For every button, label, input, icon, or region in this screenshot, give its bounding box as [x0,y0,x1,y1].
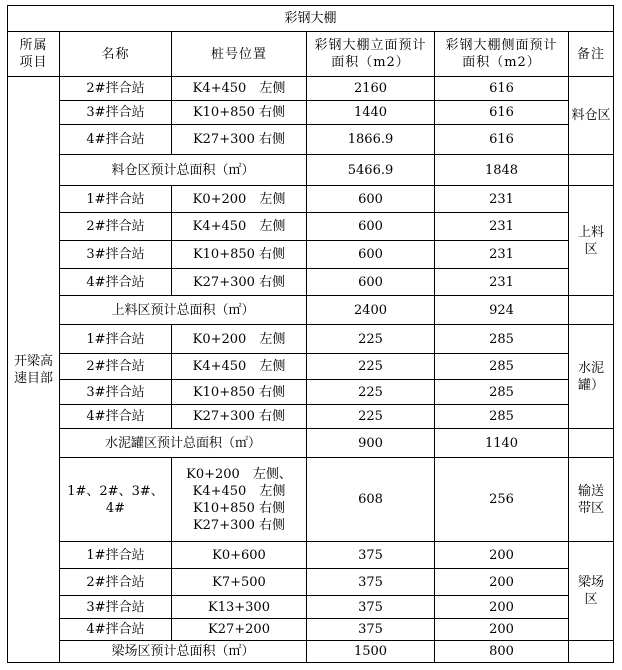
station-location: K27+200 [172,619,307,641]
side-area: 200 [435,542,569,569]
side-area: 231 [435,241,569,269]
steel-shed-table [7,5,614,663]
table-row [8,213,614,241]
table-row [8,542,614,569]
side-area: 285 [435,380,569,405]
front-area: 600 [307,186,435,213]
header-row [8,32,614,77]
station-location: K27+300 右侧 [172,269,307,296]
front-area: 225 [307,405,435,429]
remark-cell: 输送 带区 [569,458,614,542]
side-area: 285 [435,405,569,429]
front-area: 600 [307,213,435,241]
subtotal-front-area: 1500 [307,641,435,663]
station-location: K0+200 左侧、 K4+450 左侧 K10+850 右侧 K27+300 右侧 [172,458,307,542]
subtotal-row [8,641,614,663]
subtotal-remark-empty [569,155,614,186]
station-name: 1#、2#、3#、4# [60,458,172,542]
front-area: 225 [307,325,435,354]
remark-cell: 上料 区 [569,186,614,296]
station-name: 3#拌合站 [60,596,172,619]
table-row [8,619,614,641]
front-area: 1440 [307,101,435,125]
table-title: 彩钢大棚 [8,6,614,32]
station-name: 4#拌合站 [60,269,172,296]
station-location: K10+850 右侧 [172,380,307,405]
side-area: 231 [435,213,569,241]
station-name: 3#拌合站 [60,101,172,125]
station-name: 1#拌合站 [60,542,172,569]
side-area: 231 [435,269,569,296]
subtotal-remark-empty [569,296,614,325]
station-name: 4#拌合站 [60,619,172,641]
subtotal-label: 上料区预计总面积（㎡） [60,296,307,325]
header-name: 名称 [60,32,172,77]
subtotal-row [8,429,614,458]
station-location: K0+600 [172,542,307,569]
station-name: 2#拌合站 [60,213,172,241]
subtotal-front-area: 5466.9 [307,155,435,186]
station-location: K27+300 右侧 [172,405,307,429]
side-area: 285 [435,325,569,354]
project-cell: 开梁高 速目部 [8,77,60,663]
title-row [8,6,614,32]
header-side-area: 彩钢大棚侧面预计 面积（m2） [435,32,569,77]
subtotal-side-area: 1848 [435,155,569,186]
side-area: 616 [435,101,569,125]
station-location: K4+450 左侧 [172,213,307,241]
table-row [8,380,614,405]
table-row [8,458,614,542]
station-location: K0+200 左侧 [172,186,307,213]
subtotal-label: 料仓区预计总面积（㎡） [60,155,307,186]
table-row [8,325,614,354]
header-front-area: 彩钢大棚立面预计 面积（m2） [307,32,435,77]
table-row [8,405,614,429]
front-area: 375 [307,569,435,596]
side-area: 616 [435,125,569,155]
remark-cell: 梁场 区 [569,542,614,641]
front-area: 375 [307,596,435,619]
front-area: 608 [307,458,435,542]
front-area: 600 [307,241,435,269]
side-area: 231 [435,186,569,213]
station-name: 4#拌合站 [60,125,172,155]
remark-cell: 料仓区 [569,77,614,155]
front-area: 1866.9 [307,125,435,155]
side-area: 200 [435,569,569,596]
side-area: 285 [435,354,569,380]
station-location: K4+450 左侧 [172,77,307,101]
header-remark: 备注 [569,32,614,77]
subtotal-remark-empty [569,429,614,458]
front-area: 225 [307,380,435,405]
table-row [8,354,614,380]
subtotal-side-area: 800 [435,641,569,663]
table-row [8,596,614,619]
station-location: K27+300 右侧 [172,125,307,155]
table-row [8,186,614,213]
station-location: K10+850 右侧 [172,101,307,125]
header-location: 桩号位置 [172,32,307,77]
table-row [8,569,614,596]
station-name: 3#拌合站 [60,380,172,405]
subtotal-row [8,296,614,325]
station-name: 1#拌合站 [60,325,172,354]
subtotal-front-area: 900 [307,429,435,458]
station-name: 2#拌合站 [60,354,172,380]
station-name: 1#拌合站 [60,186,172,213]
station-location: K0+200 左侧 [172,325,307,354]
subtotal-row [8,155,614,186]
front-area: 375 [307,542,435,569]
subtotal-label: 水泥罐区预计总面积（㎡） [60,429,307,458]
front-area: 600 [307,269,435,296]
side-area: 256 [435,458,569,542]
table-row [8,77,614,101]
station-location: K10+850 右侧 [172,241,307,269]
table-row [8,241,614,269]
subtotal-remark-empty [569,641,614,663]
station-name: 2#拌合站 [60,569,172,596]
table-row [8,125,614,155]
side-area: 200 [435,619,569,641]
side-area: 616 [435,77,569,101]
station-name: 2#拌合站 [60,77,172,101]
table-row [8,101,614,125]
front-area: 2160 [307,77,435,101]
subtotal-side-area: 1140 [435,429,569,458]
subtotal-front-area: 2400 [307,296,435,325]
subtotal-label: 梁场区预计总面积（㎡） [60,641,307,663]
side-area: 200 [435,596,569,619]
station-name: 4#拌合站 [60,405,172,429]
station-location: K4+450 左侧 [172,354,307,380]
header-project: 所属 项目 [8,32,60,77]
subtotal-side-area: 924 [435,296,569,325]
table-row [8,269,614,296]
station-location: K13+300 [172,596,307,619]
front-area: 225 [307,354,435,380]
remark-cell: 水泥 罐） [569,325,614,429]
station-name: 3#拌合站 [60,241,172,269]
station-location: K7+500 [172,569,307,596]
front-area: 375 [307,619,435,641]
